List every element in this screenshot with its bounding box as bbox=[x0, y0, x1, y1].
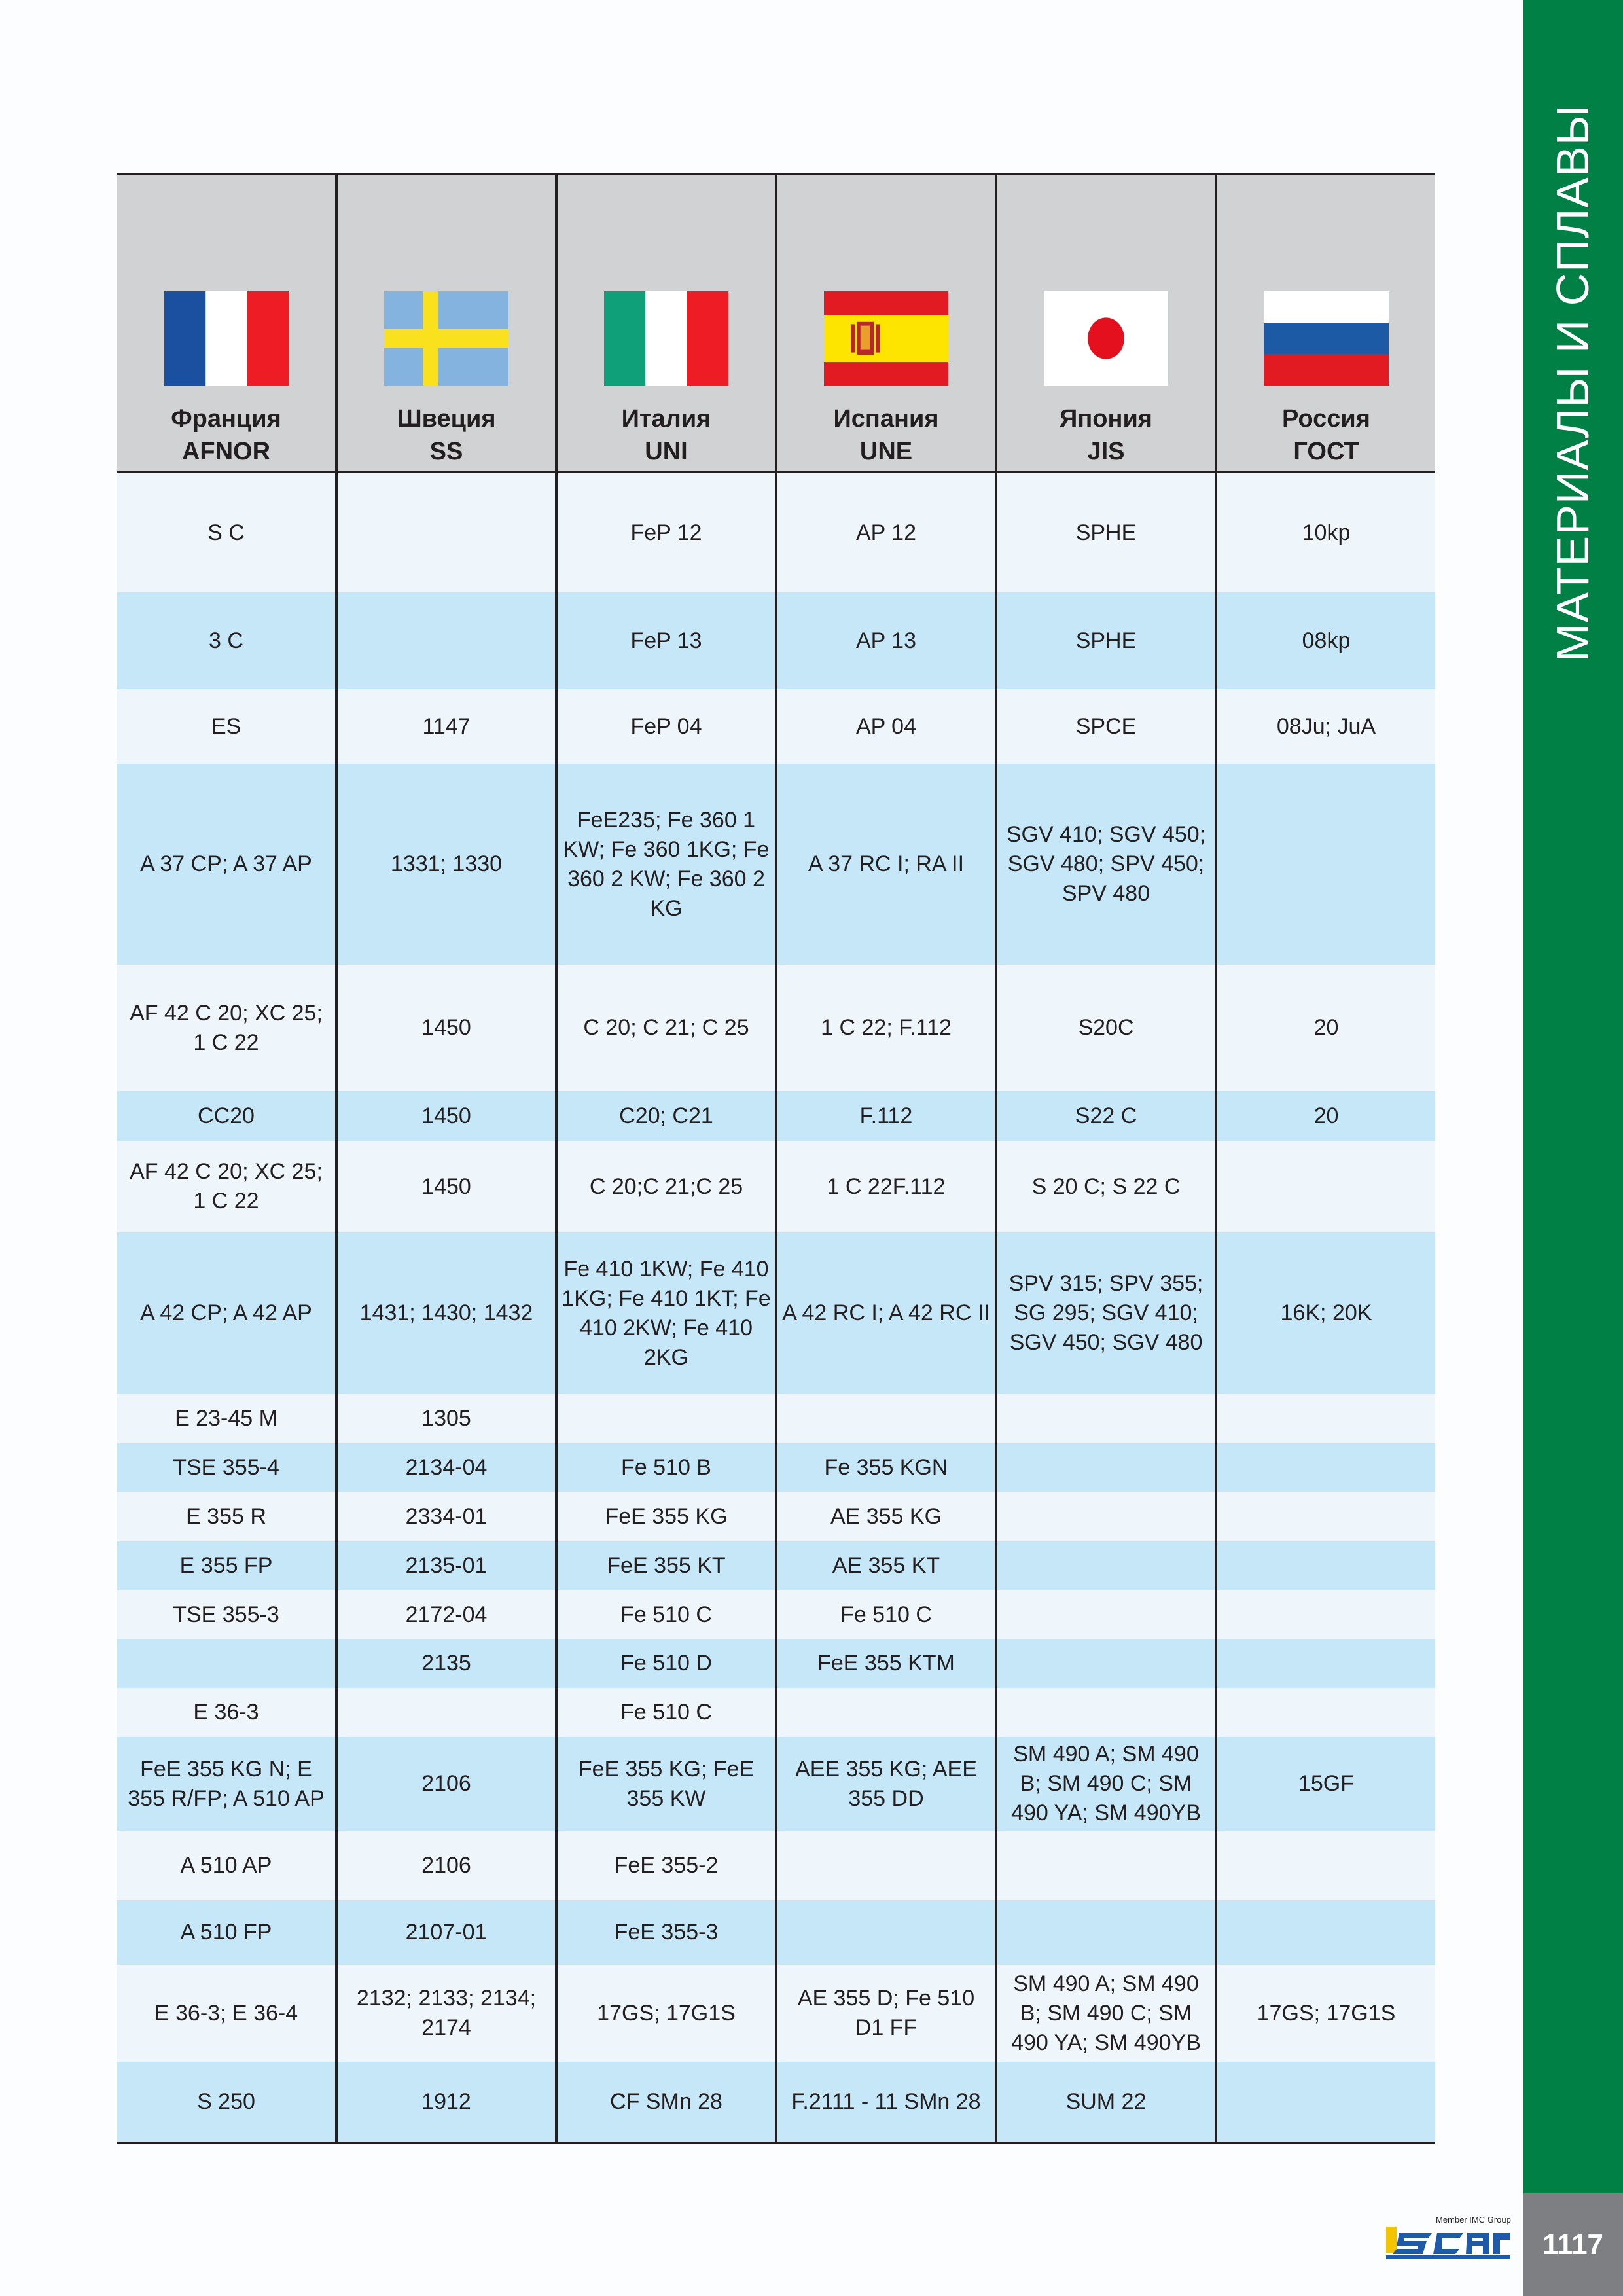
table-cell: A 37 CP; A 37 AP bbox=[117, 764, 336, 965]
logo-mark-icon bbox=[1386, 2225, 1510, 2265]
table-cell bbox=[1216, 1394, 1435, 1443]
table-cell: 17GS; 17G1S bbox=[556, 1965, 776, 2062]
column-country: Италия bbox=[621, 405, 711, 433]
table-cell: FeE 355-3 bbox=[556, 1900, 776, 1965]
table-cell: TSE 355-3 bbox=[117, 1590, 336, 1639]
table-header-row bbox=[117, 174, 1435, 472]
column-header-spain bbox=[776, 174, 996, 472]
table-cell: SPCE bbox=[996, 689, 1216, 764]
table-cell: F.2111 - 11 SMn 28 bbox=[776, 2062, 996, 2143]
table-cell: AP 12 bbox=[776, 472, 996, 592]
column-standard: JIS bbox=[1087, 438, 1125, 465]
table-cell: 1450 bbox=[336, 1091, 556, 1141]
table-row bbox=[117, 1831, 1435, 1900]
france-flag-icon bbox=[164, 291, 289, 386]
table-cell: S 250 bbox=[117, 2062, 336, 2143]
column-standard: ГОСТ bbox=[1293, 438, 1359, 465]
table-row bbox=[117, 1965, 1435, 2062]
section-title-text: МАТЕРИАЛЫ И СПЛАВЫ bbox=[1547, 104, 1598, 662]
table-cell: TSE 355-4 bbox=[117, 1443, 336, 1492]
table-cell bbox=[996, 1688, 1216, 1737]
table-cell bbox=[336, 472, 556, 592]
table-cell: FeP 04 bbox=[556, 689, 776, 764]
table-cell: C 20; C 21; C 25 bbox=[556, 965, 776, 1091]
table-cell: CF SMn 28 bbox=[556, 2062, 776, 2143]
table-cell: 2172-04 bbox=[336, 1590, 556, 1639]
table-row bbox=[117, 1091, 1435, 1141]
table-cell: 1450 bbox=[336, 1141, 556, 1232]
column-header-sweden bbox=[336, 174, 556, 472]
table-cell bbox=[996, 1831, 1216, 1900]
table-row bbox=[117, 1639, 1435, 1688]
table-cell bbox=[776, 1831, 996, 1900]
table-cell bbox=[996, 1443, 1216, 1492]
column-standard: AFNOR bbox=[181, 438, 271, 465]
table-row bbox=[117, 689, 1435, 764]
table-cell: FeE 355-2 bbox=[556, 1831, 776, 1900]
table-row bbox=[117, 1141, 1435, 1232]
table-cell: 2107-01 bbox=[336, 1900, 556, 1965]
table-cell: 1331; 1330 bbox=[336, 764, 556, 965]
table-cell: 20 bbox=[1216, 1091, 1435, 1141]
table-cell: FeE 355 KG N; E 355 R/FP; A 510 AP bbox=[117, 1737, 336, 1831]
table-row bbox=[117, 1900, 1435, 1965]
table-cell: AE 355 D; Fe 510 D1 FF bbox=[776, 1965, 996, 2062]
table-cell: 2134-04 bbox=[336, 1443, 556, 1492]
table-cell: 1147 bbox=[336, 689, 556, 764]
table-row bbox=[117, 1541, 1435, 1590]
column-header-france bbox=[117, 174, 336, 472]
table-cell bbox=[1216, 1831, 1435, 1900]
table-cell: A 42 RC I; A 42 RC II bbox=[776, 1232, 996, 1394]
logo-tagline: Member IMC Group bbox=[1436, 2215, 1511, 2225]
table-cell: S20C bbox=[996, 965, 1216, 1091]
table-cell: A 510 AP bbox=[117, 1831, 336, 1900]
sweden-flag-icon bbox=[384, 291, 508, 386]
table-cell: Fe 510 B bbox=[556, 1443, 776, 1492]
table-cell: SM 490 A; SM 490 B; SM 490 C; SM 490 YA; SM 490YB bbox=[996, 1737, 1216, 1831]
table-cell bbox=[117, 1639, 336, 1688]
table-row bbox=[117, 592, 1435, 689]
table-cell: C 20;C 21;C 25 bbox=[556, 1141, 776, 1232]
table-cell: 1305 bbox=[336, 1394, 556, 1443]
table-cell: 1450 bbox=[336, 965, 556, 1091]
table-cell: FeE 355 KTM bbox=[776, 1639, 996, 1688]
table-cell bbox=[996, 1394, 1216, 1443]
table-cell: E 36-3; E 36-4 bbox=[117, 1965, 336, 2062]
table-cell: 3 C bbox=[117, 592, 336, 689]
table-cell: 2135 bbox=[336, 1639, 556, 1688]
table-cell: 17GS; 17G1S bbox=[1216, 1965, 1435, 2062]
table-cell: SPHE bbox=[996, 592, 1216, 689]
table-cell: E 36-3 bbox=[117, 1688, 336, 1737]
table-cell: E 23-45 M bbox=[117, 1394, 336, 1443]
table-cell bbox=[996, 1900, 1216, 1965]
table-cell: FeE 355 KG bbox=[556, 1492, 776, 1541]
table-cell: Fe 510 C bbox=[556, 1590, 776, 1639]
table-cell: AE 355 KT bbox=[776, 1541, 996, 1590]
russia-flag-icon bbox=[1264, 291, 1389, 386]
table-cell: E 355 FP bbox=[117, 1541, 336, 1590]
table-cell: 1 C 22F.112 bbox=[776, 1141, 996, 1232]
material-equivalents-table bbox=[117, 173, 1435, 2144]
table-cell bbox=[1216, 1492, 1435, 1541]
table-cell bbox=[996, 1639, 1216, 1688]
column-header-russia bbox=[1216, 174, 1435, 472]
table-cell: Fe 355 KGN bbox=[776, 1443, 996, 1492]
table-cell: SM 490 A; SM 490 B; SM 490 C; SM 490 YA; SM 490YB bbox=[996, 1965, 1216, 2062]
table-cell: AE 355 KG bbox=[776, 1492, 996, 1541]
column-country: Швеция bbox=[397, 405, 496, 433]
iscar-logo bbox=[1386, 2215, 1510, 2265]
table-cell bbox=[1216, 1141, 1435, 1232]
table-cell: A 37 RC I; RA II bbox=[776, 764, 996, 965]
table-cell: 2334-01 bbox=[336, 1492, 556, 1541]
column-standard: UNE bbox=[859, 438, 913, 465]
table-cell bbox=[996, 1492, 1216, 1541]
table-cell: S22 C bbox=[996, 1091, 1216, 1141]
table-row bbox=[117, 764, 1435, 965]
column-standard: UNI bbox=[645, 438, 688, 465]
japan-flag-icon bbox=[1044, 291, 1168, 386]
table-cell bbox=[996, 1590, 1216, 1639]
column-country: Япония bbox=[1060, 405, 1152, 433]
table-row bbox=[117, 1443, 1435, 1492]
table-cell: 2135-01 bbox=[336, 1541, 556, 1590]
spain-flag-icon bbox=[824, 291, 948, 386]
table-cell: 2132; 2133; 2134; 2174 bbox=[336, 1965, 556, 2062]
table-row bbox=[117, 1394, 1435, 1443]
table-cell: A 42 CP; A 42 AP bbox=[117, 1232, 336, 1394]
table-cell: FeE 355 KG; FeE 355 KW bbox=[556, 1737, 776, 1831]
table-cell: Fe 510 C bbox=[776, 1590, 996, 1639]
table-body bbox=[117, 472, 1435, 2143]
table-cell: 1 C 22; F.112 bbox=[776, 965, 996, 1091]
table-row bbox=[117, 1737, 1435, 1831]
table-cell: 16K; 20K bbox=[1216, 1232, 1435, 1394]
table-cell: AP 13 bbox=[776, 592, 996, 689]
table-cell: 2106 bbox=[336, 1737, 556, 1831]
table-row bbox=[117, 1232, 1435, 1394]
table-cell bbox=[776, 1688, 996, 1737]
table-cell: SPV 315; SPV 355; SG 295; SGV 410; SGV 450; SGV 480 bbox=[996, 1232, 1216, 1394]
table-cell bbox=[1216, 1541, 1435, 1590]
table-cell bbox=[1216, 1688, 1435, 1737]
table-cell: AP 04 bbox=[776, 689, 996, 764]
table-cell: FeE235; Fe 360 1 KW; Fe 360 1KG; Fe 360 2 KW; Fe 360 2 KG bbox=[556, 764, 776, 965]
table-cell: AF 42 C 20; XC 25; 1 C 22 bbox=[117, 965, 336, 1091]
section-title bbox=[1523, 0, 1623, 662]
table-cell: AF 42 C 20; XC 25; 1 C 22 bbox=[117, 1141, 336, 1232]
table-cell: FeE 355 KT bbox=[556, 1541, 776, 1590]
column-header-japan bbox=[996, 174, 1216, 472]
column-country: Россия bbox=[1282, 405, 1370, 433]
table-cell: SUM 22 bbox=[996, 2062, 1216, 2143]
table-cell bbox=[776, 1394, 996, 1443]
table-row bbox=[117, 1492, 1435, 1541]
table-cell: AEE 355 KG; AEE 355 DD bbox=[776, 1737, 996, 1831]
table-cell bbox=[556, 1394, 776, 1443]
table-cell: CC20 bbox=[117, 1091, 336, 1141]
table-cell: 1431; 1430; 1432 bbox=[336, 1232, 556, 1394]
table-cell: 08kp bbox=[1216, 592, 1435, 689]
table-cell bbox=[1216, 1900, 1435, 1965]
table-row bbox=[117, 472, 1435, 592]
italy-flag-icon bbox=[604, 291, 728, 386]
column-country: Испания bbox=[833, 405, 939, 433]
table-cell: FeP 13 bbox=[556, 592, 776, 689]
table-row bbox=[117, 1688, 1435, 1737]
table-cell: Fe 410 1KW; Fe 410 1KG; Fe 410 1KT; Fe 410 2KW; Fe 410 2KG bbox=[556, 1232, 776, 1394]
column-header-italy bbox=[556, 174, 776, 472]
table-cell: SGV 410; SGV 450; SGV 480; SPV 450; SPV 480 bbox=[996, 764, 1216, 965]
table-cell: 20 bbox=[1216, 965, 1435, 1091]
table-cell bbox=[1216, 2062, 1435, 2143]
table-cell: S 20 C; S 22 C bbox=[996, 1141, 1216, 1232]
table-cell bbox=[996, 1541, 1216, 1590]
column-country: Франция bbox=[171, 405, 281, 433]
table-cell bbox=[1216, 1639, 1435, 1688]
table-cell: Fe 510 D bbox=[556, 1639, 776, 1688]
column-standard: SS bbox=[429, 438, 463, 465]
table-cell: 15GF bbox=[1216, 1737, 1435, 1831]
table-cell: ES bbox=[117, 689, 336, 764]
table-cell: 08Ju; JuA bbox=[1216, 689, 1435, 764]
table-cell bbox=[1216, 764, 1435, 965]
table-cell: SPHE bbox=[996, 472, 1216, 592]
table-cell: 2106 bbox=[336, 1831, 556, 1900]
table-cell: F.112 bbox=[776, 1091, 996, 1141]
table-cell: 1912 bbox=[336, 2062, 556, 2143]
table-row bbox=[117, 1590, 1435, 1639]
table-cell: Fe 510 C bbox=[556, 1688, 776, 1737]
table-row bbox=[117, 2062, 1435, 2143]
page-number: 1117 bbox=[1523, 2193, 1623, 2296]
table-cell bbox=[1216, 1443, 1435, 1492]
table-cell bbox=[336, 1688, 556, 1737]
table-cell bbox=[336, 592, 556, 689]
table-cell bbox=[1216, 1590, 1435, 1639]
table-cell: 10kp bbox=[1216, 472, 1435, 592]
table-cell: S C bbox=[117, 472, 336, 592]
table-cell: E 355 R bbox=[117, 1492, 336, 1541]
table-cell: FeP 12 bbox=[556, 472, 776, 592]
table-cell: C20; C21 bbox=[556, 1091, 776, 1141]
table-cell: A 510 FP bbox=[117, 1900, 336, 1965]
table-cell bbox=[776, 1900, 996, 1965]
table-row bbox=[117, 965, 1435, 1091]
